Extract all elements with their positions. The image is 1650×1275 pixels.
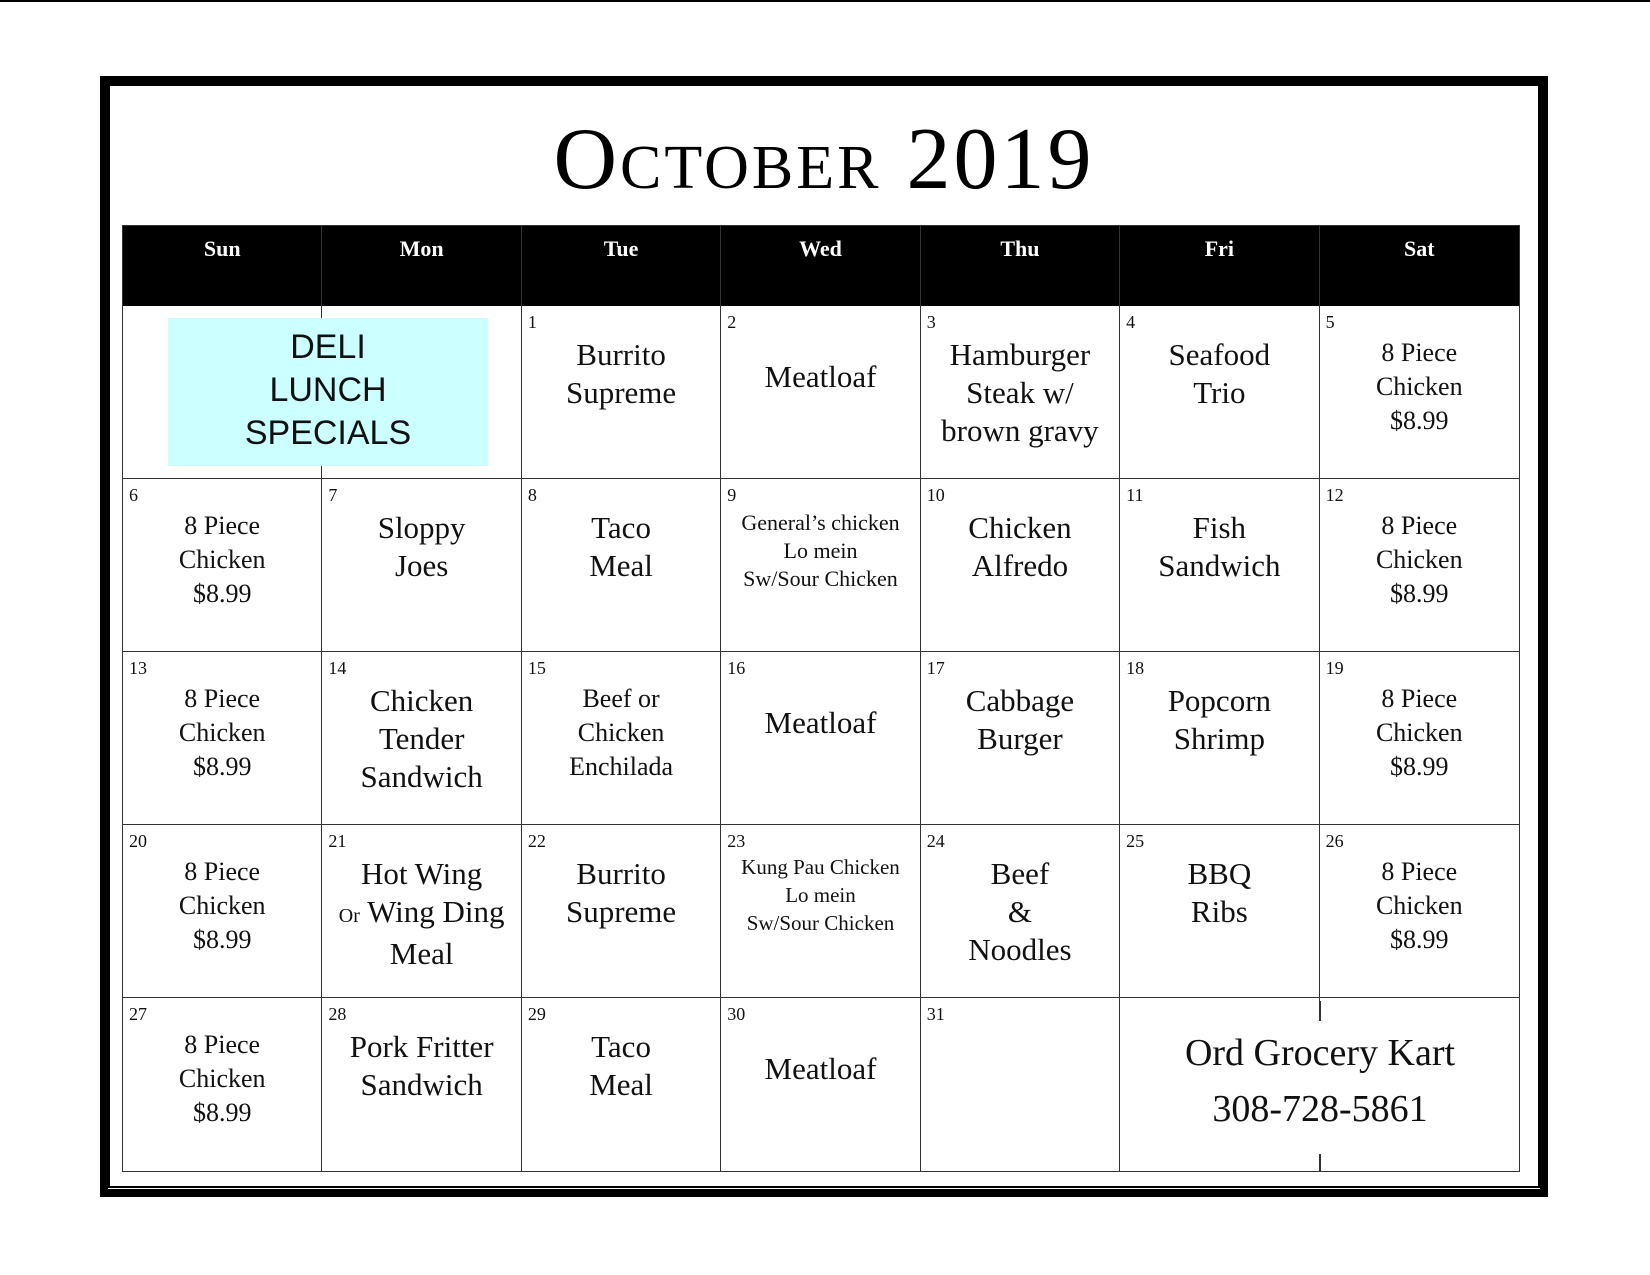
- meal-text: 8 Piece Chicken $8.99: [178, 511, 266, 608]
- day-cell: [1320, 479, 1519, 652]
- meal-text: [326, 855, 516, 973]
- day-cell: [322, 652, 521, 825]
- day-number: 19: [1325, 658, 1344, 678]
- day-number: 28: [328, 1004, 347, 1024]
- meal-text: BBQ Ribs: [1187, 856, 1252, 929]
- day-cell: [721, 479, 920, 652]
- day-number: 25: [1126, 831, 1145, 851]
- day-cell: [721, 306, 920, 479]
- meal-text: Hamburger Steak w/ brown gravy: [941, 337, 1099, 448]
- day-cell: [522, 998, 721, 1171]
- day-cell: [123, 479, 322, 652]
- day-number: 14: [328, 658, 347, 678]
- day-cell: [522, 825, 721, 998]
- meal-text: 8 Piece Chicken $8.99: [1375, 511, 1463, 608]
- meal-text: Chicken Tender Sandwich: [360, 683, 483, 794]
- day-number: 23: [727, 831, 746, 851]
- day-cell: [921, 652, 1120, 825]
- day-cell: [921, 306, 1120, 479]
- day-cell: [1320, 306, 1519, 479]
- meal-text: 8 Piece Chicken $8.99: [178, 684, 266, 781]
- day-number: 4: [1126, 312, 1136, 332]
- top-rule: [0, 0, 1650, 2]
- day-number: 11: [1126, 485, 1144, 505]
- day-number: 29: [527, 1004, 546, 1024]
- meal-text: Beef or Chicken Enchilada: [569, 684, 674, 781]
- meal-text: 8 Piece Chicken $8.99: [1375, 857, 1463, 954]
- meal-text: Pork Fritter Sandwich: [349, 1029, 494, 1102]
- weekday-thu: Thu: [921, 226, 1120, 306]
- day-number: 10: [926, 485, 945, 505]
- weekday-fri: Fri: [1120, 226, 1319, 306]
- meal-text: Taco Meal: [589, 510, 653, 583]
- day-cell: [1120, 652, 1319, 825]
- meal-text: Meatloaf: [764, 1051, 877, 1086]
- weekday-mon: Mon: [322, 226, 521, 306]
- day-cell: [123, 998, 322, 1171]
- day-number: 27: [129, 1004, 147, 1024]
- day-cell: [1120, 479, 1319, 652]
- meal-text: Burrito Supreme: [565, 337, 677, 410]
- day-cell: [522, 652, 721, 825]
- store-info: [1122, 1001, 1518, 1171]
- meal-text: Cabbage Burger: [965, 683, 1075, 756]
- day-number: 9: [727, 485, 737, 505]
- weekday-sun: Sun: [123, 226, 322, 306]
- meal-text: Popcorn Shrimp: [1167, 683, 1272, 756]
- calendar-title: October 2019: [553, 111, 1095, 208]
- weekday-wed: Wed: [721, 226, 920, 306]
- meal-line: Wing Ding: [367, 894, 505, 929]
- day-cell: [522, 479, 721, 652]
- day-cell: [921, 479, 1120, 652]
- meal-text: Taco Meal: [589, 1029, 653, 1102]
- day-cell: [1120, 825, 1319, 998]
- day-cell: [322, 825, 521, 998]
- day-cell: [1320, 652, 1519, 825]
- meal-text: 8 Piece Chicken $8.99: [1375, 338, 1463, 435]
- day-cell: [522, 306, 721, 479]
- day-cell: [123, 652, 322, 825]
- meal-text: Beef & Noodles: [968, 856, 1072, 967]
- day-number: 21: [328, 831, 347, 851]
- day-cell: [322, 479, 521, 652]
- day-number: 26: [1325, 831, 1344, 851]
- day-number: 18: [1126, 658, 1145, 678]
- meal-text: 8 Piece Chicken $8.99: [178, 1030, 266, 1127]
- weekday-sat: Sat: [1320, 226, 1519, 306]
- day-number: 3: [926, 312, 936, 332]
- day-number: 6: [129, 485, 138, 505]
- day-number: 31: [926, 1004, 945, 1024]
- day-number: 16: [727, 658, 746, 678]
- weekday-tue: Tue: [522, 226, 721, 306]
- day-number: 7: [328, 485, 338, 505]
- meal-text: General’s chicken Lo mein Sw/Sour Chicken: [741, 510, 900, 591]
- meal-text: 8 Piece Chicken $8.99: [178, 857, 266, 954]
- meal-text: Seafood Trio: [1168, 337, 1271, 410]
- meal-text: Burrito Supreme: [565, 856, 677, 929]
- day-number: 30: [727, 1004, 746, 1024]
- day-number: 5: [1325, 312, 1335, 332]
- divider-tick: [1319, 1001, 1321, 1021]
- meal-line: Meal: [389, 936, 454, 971]
- day-cell: [123, 825, 322, 998]
- meal-line: Hot Wing: [360, 856, 483, 891]
- meal-text: Fish Sandwich: [1158, 510, 1281, 583]
- meal-text: Meatloaf: [764, 359, 877, 394]
- day-number: 13: [129, 658, 147, 678]
- day-number: 12: [1325, 485, 1344, 505]
- store-name: Ord Grocery Kart: [1184, 1032, 1456, 1074]
- day-number: 2: [727, 312, 737, 332]
- day-cell: [721, 652, 920, 825]
- day-number: 22: [527, 831, 546, 851]
- meal-or: Or: [338, 905, 360, 927]
- day-cell: [921, 998, 1120, 1171]
- day-cell: [921, 825, 1120, 998]
- day-number: 17: [926, 658, 945, 678]
- meal-text: 8 Piece Chicken $8.99: [1375, 684, 1463, 781]
- store-phone: 308-728-5861: [1212, 1088, 1428, 1130]
- day-cell: [721, 825, 920, 998]
- deli-lunch-specials-banner: DELI LUNCH SPECIALS: [168, 318, 488, 466]
- day-number: 24: [926, 831, 945, 851]
- day-number: 20: [129, 831, 147, 851]
- day-cell: [322, 998, 521, 1171]
- day-cell: [1320, 825, 1519, 998]
- day-cell: [1120, 306, 1319, 479]
- meal-text: Meatloaf: [764, 705, 877, 740]
- day-number: 1: [527, 312, 537, 332]
- day-number: 8: [527, 485, 537, 505]
- meal-text: Kung Pau Chicken Lo mein Sw/Sour Chicken: [741, 855, 900, 935]
- divider-tick: [1319, 1154, 1321, 1171]
- meal-text: Sloppy Joes: [377, 510, 466, 583]
- meal-text: Chicken Alfredo: [968, 510, 1072, 583]
- day-number: 15: [527, 658, 546, 678]
- day-cell: [721, 998, 920, 1171]
